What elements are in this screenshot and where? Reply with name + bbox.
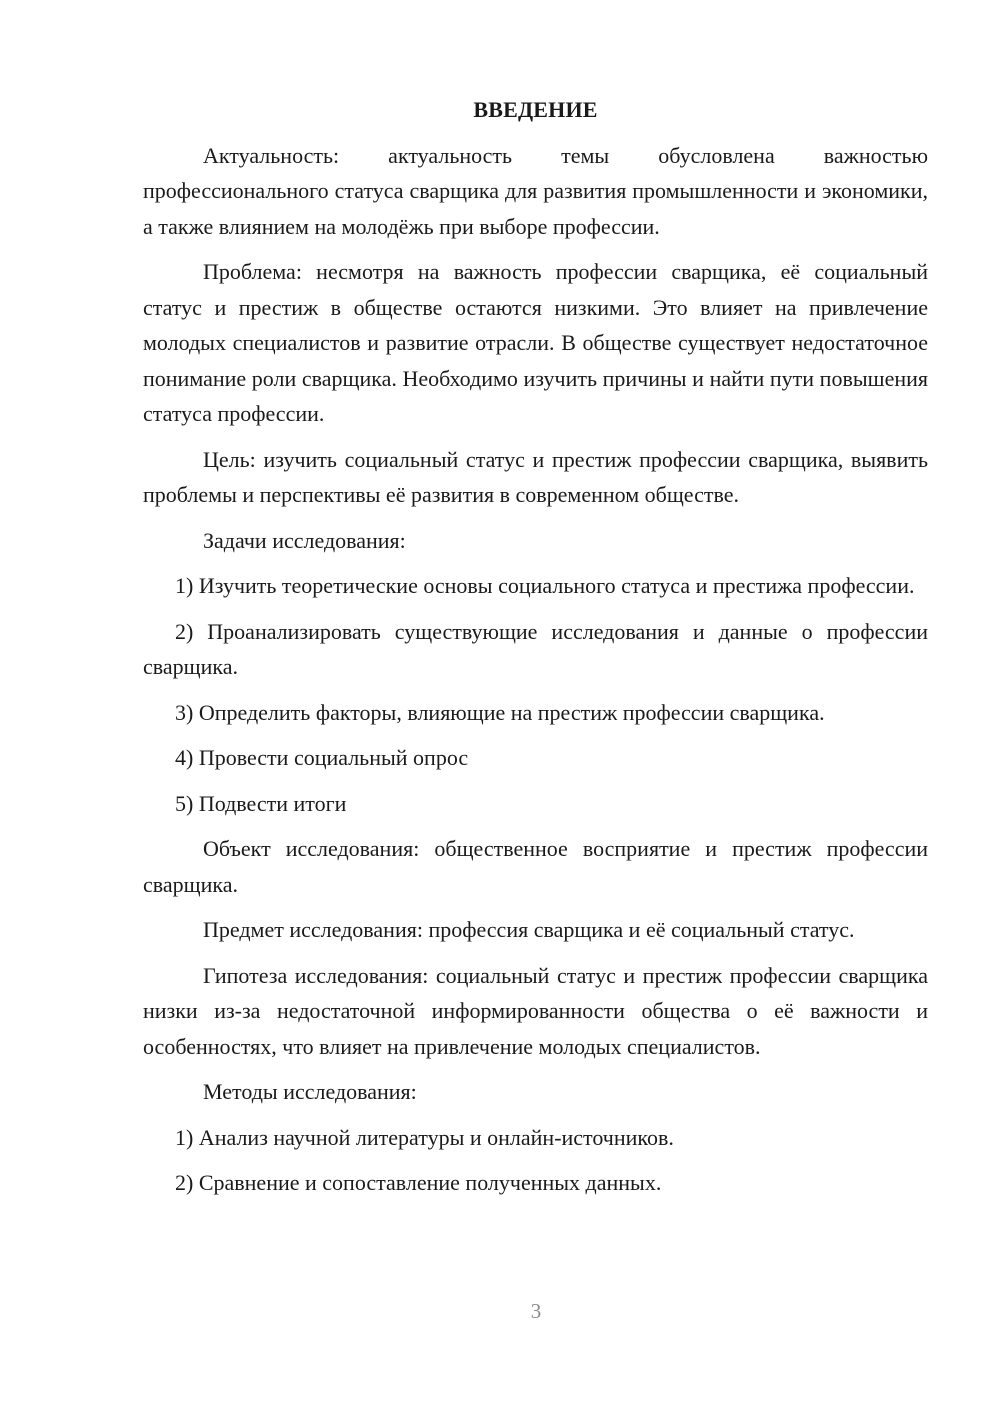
hypothesis-paragraph: Гипотеза исследования: социальный статус и престиж профессии сварщика низки из-за недостаточной информированности общества о её важности и особенностях, что влияет на привлечение молодых специалистов. <box>143 962 928 1059</box>
method-item-1: 1) Анализ научной литературы и онлайн-источников. <box>175 1124 674 1150</box>
task-item-1: 1) Изучить теоретические основы социального статуса и престижа профессии. <box>175 573 915 598</box>
section-heading: ВВЕДЕНИЕ <box>473 97 598 122</box>
problem-paragraph: Проблема: несмотря на важность профессии сварщика, её социальный статус и престиж в обществе остаются низкими. Это влияет на привлечение молодых специалистов и развитие отрасли. В обществе существует недостаточное понимание роли сварщика. Необходимо изучить причины и найти пути повышения статуса профессии. <box>143 259 928 426</box>
tasks-title: Задачи исследования: <box>203 527 406 553</box>
method-item-2: 2) Сравнение и сопоставление полученных данных. <box>175 1170 662 1195</box>
page-content <box>143 92 928 1211</box>
subject-paragraph: Предмет исследования: профессия сварщика и её социальный статус. <box>203 917 855 942</box>
object-paragraph: Объект исследования: общественное восприятие и престиж профессии сварщика. <box>143 836 928 897</box>
page-number: 3 <box>530 1299 542 1323</box>
goal-paragraph: Цель: изучить социальный статус и престиж профессии сварщика, выявить проблемы и перспективы её развития в современном обществе. <box>143 446 928 507</box>
methods-title: Методы исследования: <box>203 1079 417 1104</box>
task-item-5: 5) Подвести итоги <box>175 790 347 816</box>
task-item-4: 4) Провести социальный опрос <box>175 745 469 770</box>
relevance-paragraph: Актуальность: актуальность темы обусловлена важностью профессионального статуса сварщика для развития промышленности и экономики, а также влиянием на молодёжь при выборе профессии. <box>143 142 928 239</box>
task-item-2: 2) Проанализировать существующие исследования и данные о профессии сварщика. <box>143 618 928 679</box>
task-item-3: 3) Определить факторы, влияющие на престиж профессии сварщика. <box>175 699 825 725</box>
